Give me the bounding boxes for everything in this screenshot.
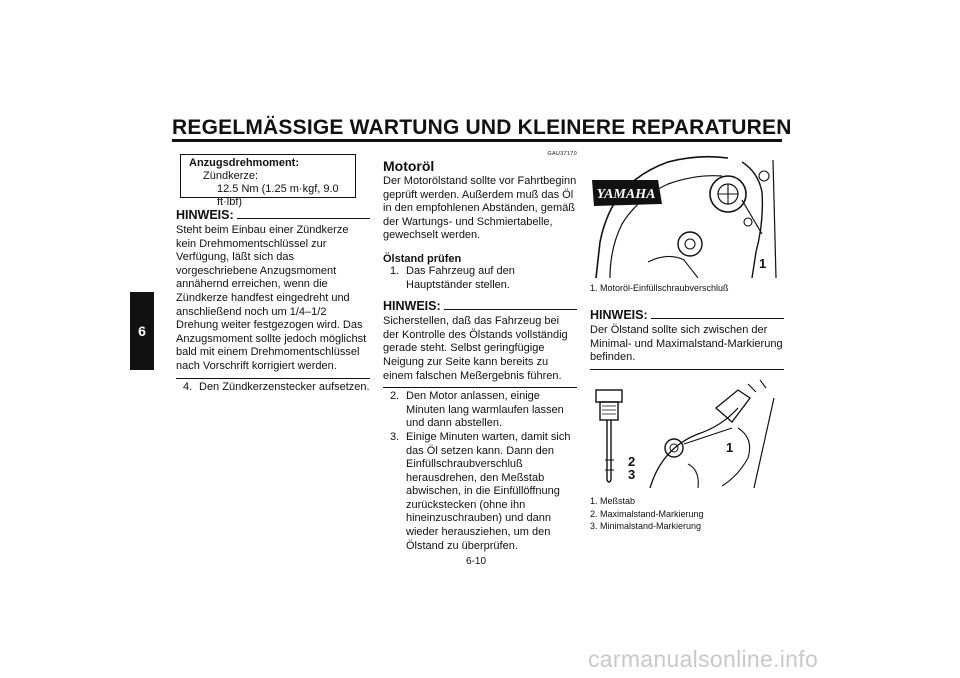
step-number: 1. (390, 264, 400, 277)
figure-caption-list (590, 495, 704, 533)
note-end-rule (383, 387, 577, 388)
section-heading: Motoröl (383, 158, 435, 174)
step-3 (383, 431, 577, 553)
dipstick-rod (607, 420, 611, 482)
note-spark-plug (176, 208, 370, 394)
figure-oil-filler-cap (588, 152, 783, 278)
page-number: 6-10 (466, 556, 487, 567)
figure-caption-item: 2. Maximalstand-Markierung (590, 508, 704, 519)
chapter-tab: 6 (130, 292, 154, 370)
step-number: 4. (183, 380, 193, 393)
torque-label: Anzugsdrehmoment: (189, 157, 299, 169)
step-text: Den Motor anlassen, einige Minuten lang warmlaufen lassen und dann abstellen. (406, 390, 564, 430)
step-number: 3. (390, 430, 400, 443)
step-1 (383, 265, 577, 292)
step-number: 2. (390, 390, 400, 403)
note-end-rule (176, 378, 370, 379)
engine-cover-outline (596, 157, 728, 278)
section-intro: Der Motorölstand sollte vor Fahrtbeginn geprüft werden. Außerdem muß das Öl in den empfohlenen Abständen, gemäß der Wartungs- und Schmiertabelle, gewechselt werden. (383, 175, 577, 242)
note-text: Der Ölstand sollte sich zwischen der Minimal- und Maximalstand-Markierung befinden. (590, 324, 783, 364)
note-oil-level (590, 308, 784, 370)
step-text: Einige Minuten warten, damit sich das Öl setzen kann. Dann den Einfüllschraubverschluß herausdrehen, den Meßstab abwischen, in die Einfüllöffnung zurückstecken (ohne ihn hineinzuschrauben) und dann wieder herausziehen, um den Ölstand zu überprüfen. (406, 430, 571, 552)
torque-value: 12.5 Nm (1.25 m·kgf, 9.0 ft·lbf) (217, 183, 339, 208)
engine-oil-section (383, 151, 577, 553)
note-heading-text: HINWEIS: (590, 308, 648, 322)
note-heading-text: HINWEIS: (383, 299, 441, 314)
callout-leader-line (742, 200, 762, 234)
figure-callout-2: 2 (628, 454, 636, 469)
note-heading-text: HINWEIS: (176, 208, 234, 222)
step-text: Das Fahrzeug auf den Hauptständer stellen. (406, 264, 515, 291)
figure-caption: 1. Motoröl-Einfüllschraubverschluß (590, 283, 729, 293)
dipstick-cap-top (596, 390, 622, 402)
figure-callout-1: 1 (726, 440, 734, 455)
figure-callout-3: 3 (628, 467, 636, 482)
note-text: Steht beim Einbau einer Zündkerze kein Drehmomentschlüssel zur Verfügung, läßt sich das vorgeschriebene Anzugsmoment annähernd erreichen, wenn die Zündkerze handfest eingedreht und anschließend noch um 1/4–1/2 Drehung weiter festgezogen wird. Das Anzugsmoment sollte jedoch möglichst bald mit einem Drehmomentschlüssel nach Vorschrift korrigiert werden. (176, 224, 367, 372)
note-text: Sicherstellen, daß das Fahrzeug bei der Kontrolle des Ölstands vollständig gerade steht. Selbst geringfügige Neigung zur Seite kann bereits zu einem falschen Meßergebnis führen. (383, 315, 568, 382)
note-heading (176, 208, 370, 222)
step-2 (383, 390, 577, 431)
note-heading (383, 299, 577, 313)
step-text: Den Zündkerzenstecker aufsetzen. (199, 380, 370, 393)
figure-dipstick (588, 378, 783, 488)
subheading-check-level: Ölstand prüfen (383, 252, 462, 265)
section-code: GAU37170 (547, 151, 577, 157)
dipstick-cap-grip (600, 402, 618, 420)
torque-box (180, 154, 356, 208)
step-4 (176, 381, 370, 395)
note-heading (590, 308, 784, 322)
watermark: carmanualsonline.info (588, 646, 819, 672)
figure-callout: 1 (759, 256, 767, 271)
torque-item: Zündkerze: (203, 170, 259, 182)
note-end-rule (590, 369, 784, 370)
yamaha-logo-text: YAMAHA (596, 187, 656, 202)
page-title: REGELMÄSSIGE WARTUNG UND KLEINERE REPARATUREN (172, 116, 792, 139)
title-rule (172, 139, 782, 142)
figure-caption-item: 3. Minimalstand-Markierung (590, 521, 702, 531)
figure-caption-item: 1. Meßstab (590, 496, 636, 506)
